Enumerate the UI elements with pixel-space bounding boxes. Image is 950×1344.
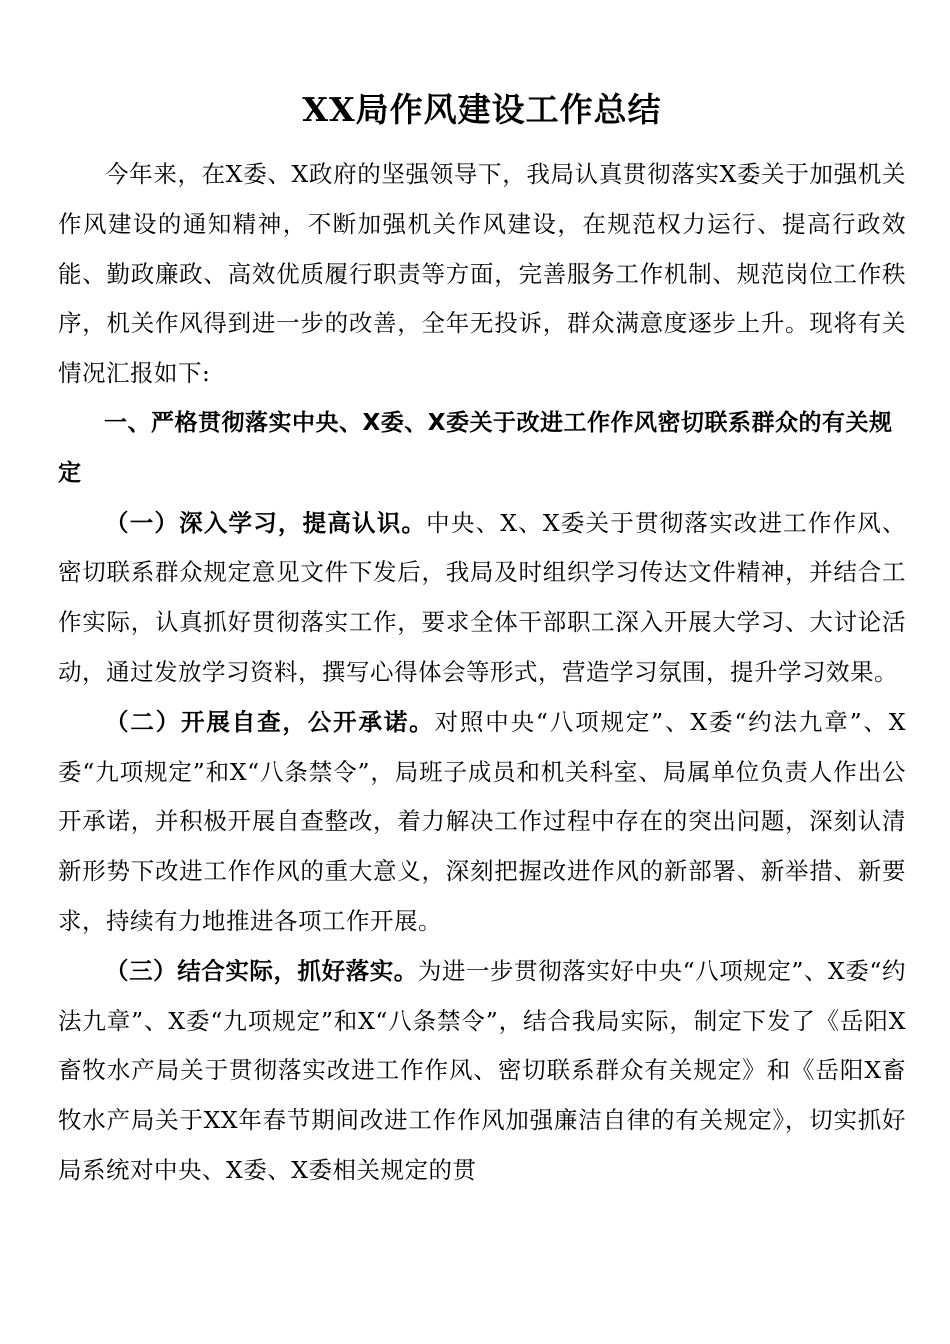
item-paragraph-3 [58, 947, 906, 1196]
item-text-2: 对照中央“八项规定”、X委“约法九章”、X委“九项规定”和X“八条禁令”，局班子成员和机关科室、局属单位负责人作出公开承诺，并积极开展自查整改，着力解决工作过程中存在的突出问题，深刻认清新形势下改进工作作风的重大意义，深刻把握改进作风的新部署、新举措、新要求，持续有力地推进各项工作开展。 [58, 707, 907, 935]
item-paragraph-1 [58, 499, 906, 698]
section-heading-1: 一、严格贯彻落实中央、X委、X委关于改进工作作风密切联系群众的有关规定 [58, 409, 893, 486]
document-title: XX局作风建设工作总结 [302, 90, 662, 129]
item-lead-2: （二）开展自查，公开承诺。 [105, 707, 435, 736]
document-page [58, 80, 906, 1196]
item-lead-3: （三）结合实际，抓好落实。 [105, 956, 418, 985]
item-text-1: 中央、X、X委关于贯彻落实改进工作作风、密切联系群众规定意见文件下发后，我局及时组织学习传达文件精神，并结合工作实际，认真抓好贯彻落实工作，要求全体干部职工深入开展大学习、大讨论活动，通过发放学习资料，撰写心得体会等形式，营造学习氛围，提升学习效果。 [58, 508, 906, 686]
item-paragraph-2 [58, 698, 906, 947]
item-text-3: 为进一步贯彻落实好中央“八项规定”、X委“约法九章”、X委“九项规定”和X“八条禁令”，结合我局实际，制定下发了《岳阳X畜牧水产局关于贯彻落实改进工作作风、密切联系群众有关规定》和《岳阳X畜牧水产局关于XX年春节期间改进工作作风加强廉洁自律的有关规定》，切实抓好局系统对中央、X委、X委相关规定的贯 [58, 956, 907, 1184]
intro-paragraph: 今年来，在X委、X政府的坚强领导下，我局认真贯彻落实X委关于加强机关作风建设的通知精神，不断加强机关作风建设，在规范权力运行、提高行政效能、勤政廉政、高效优质履行职责等方面，完善服务工作机制、规范岗位工作秩序，机关作风得到进一步的改善，全年无投诉，群众满意度逐步上升。现将有关情况汇报如下: [58, 160, 906, 388]
item-lead-1: （一）深入学习，提高认识。 [105, 508, 427, 537]
